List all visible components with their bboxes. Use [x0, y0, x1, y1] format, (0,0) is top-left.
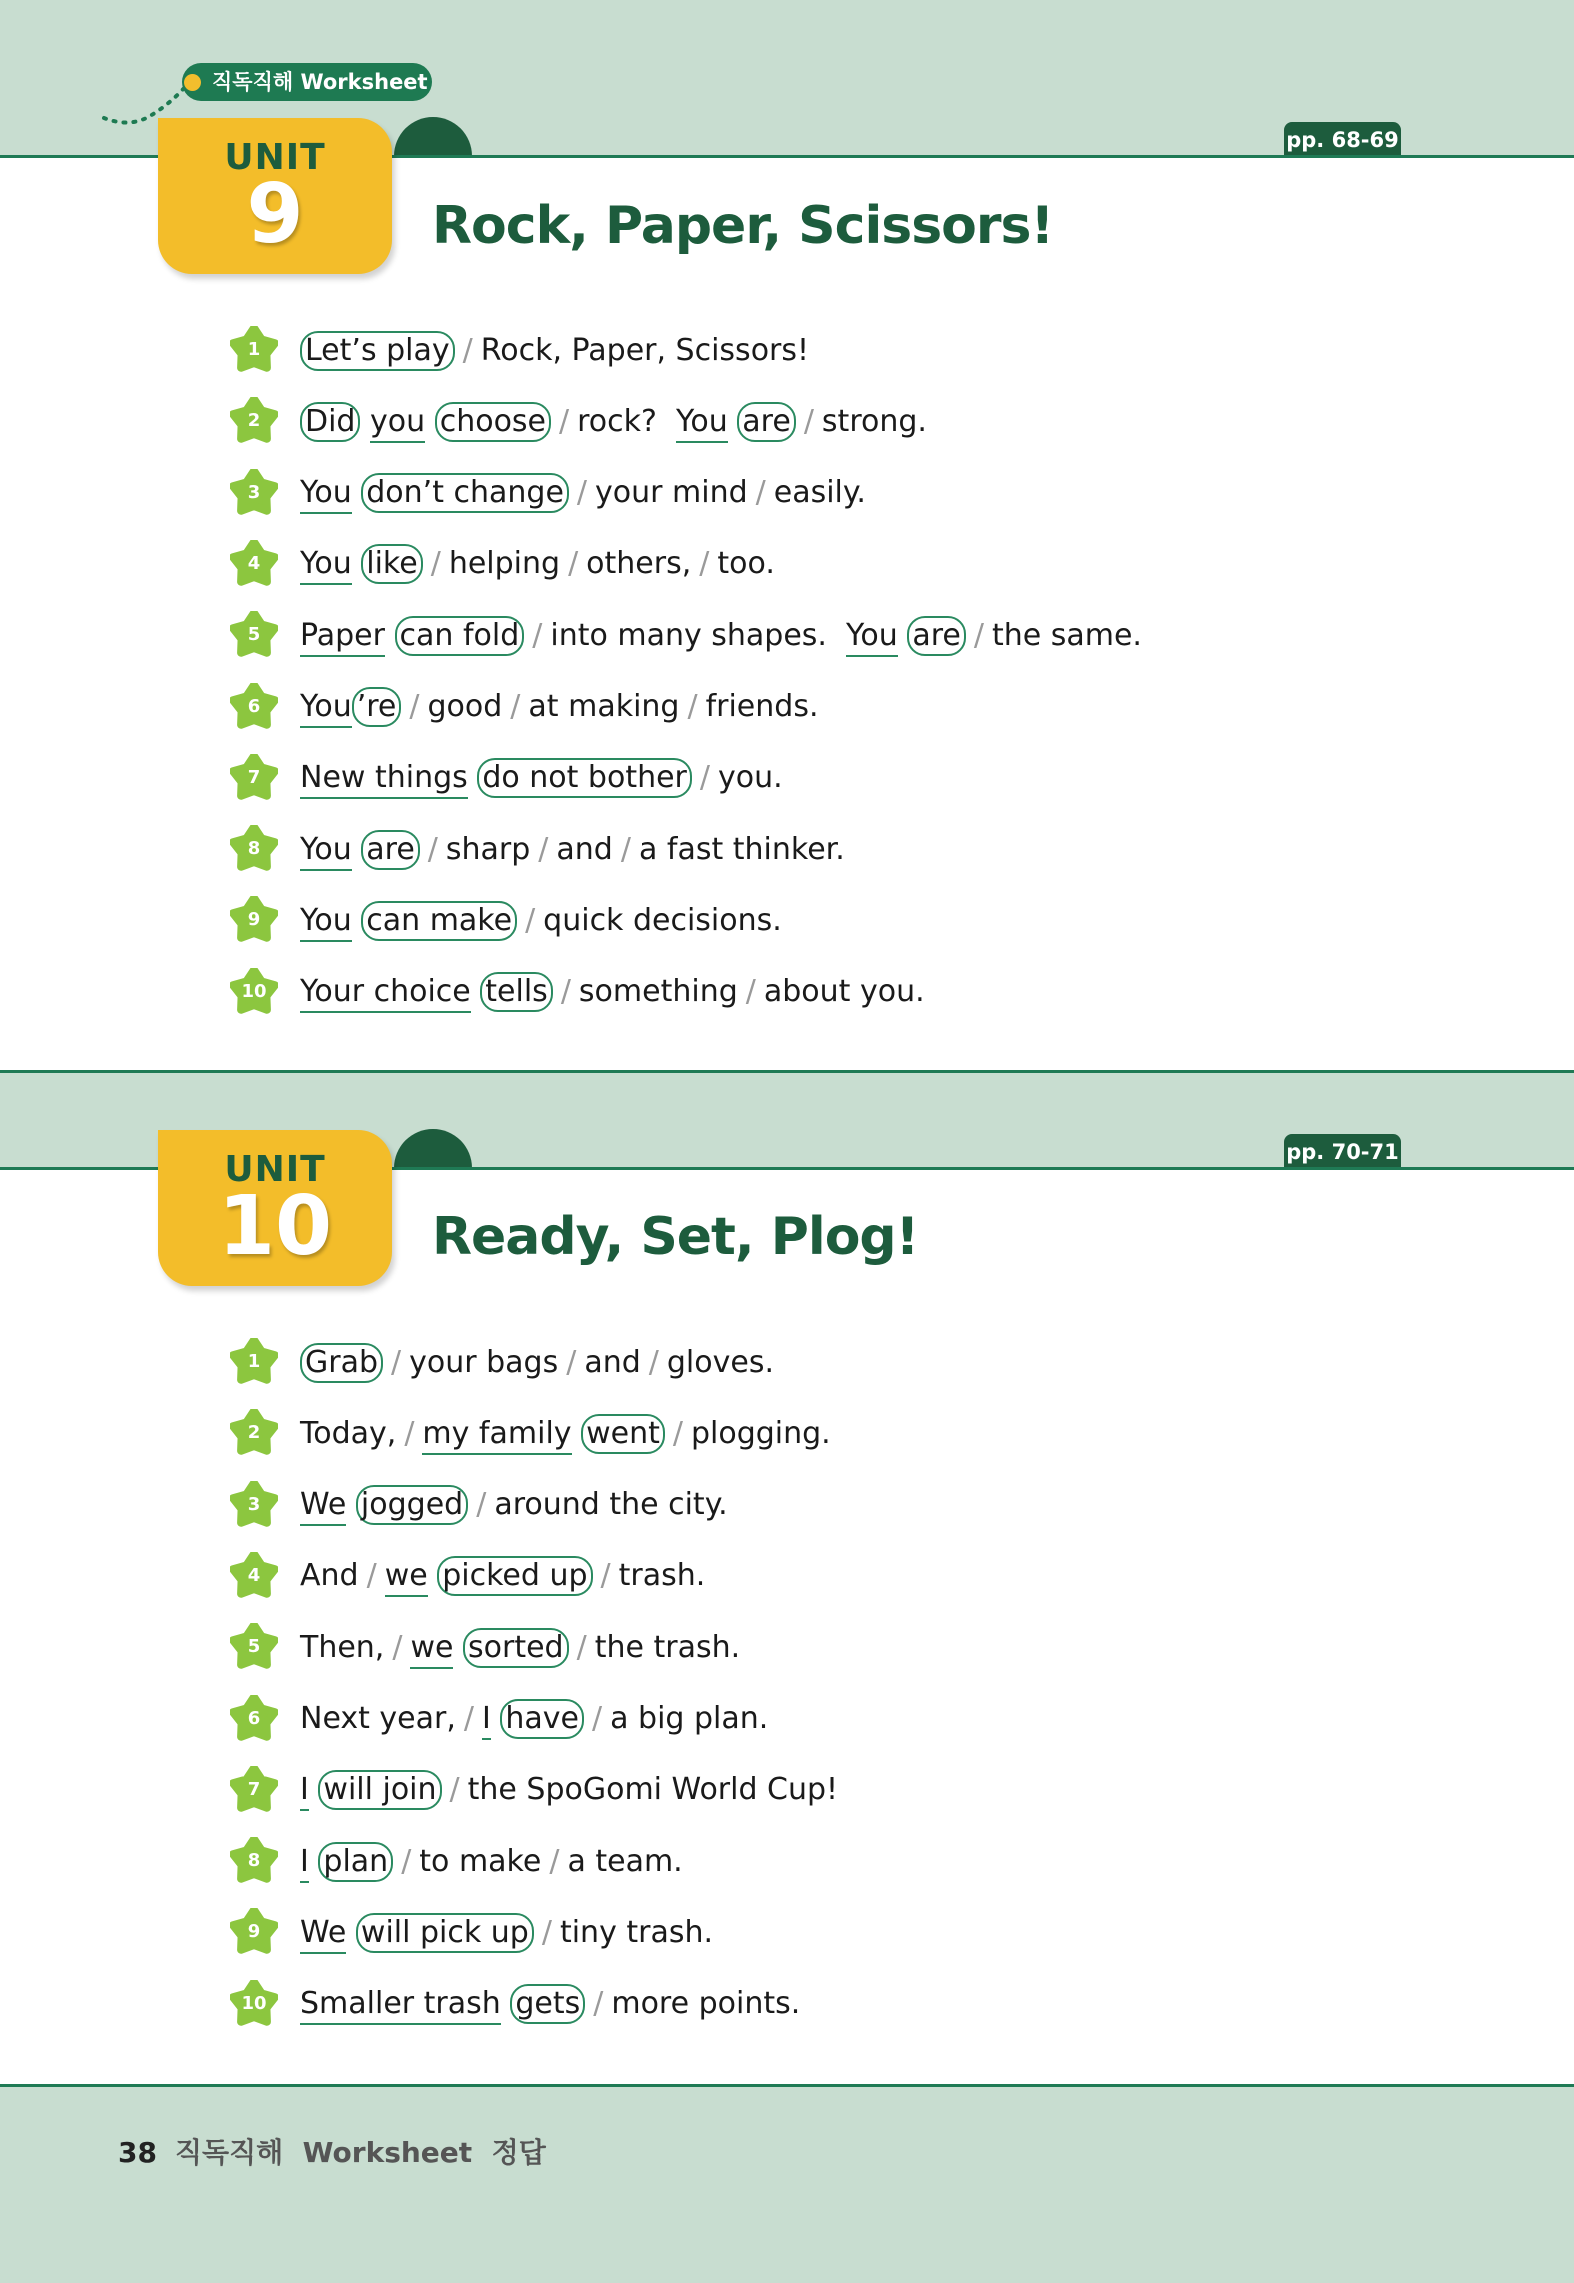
sentence-number-flower-icon [230, 1908, 278, 1956]
verb-circled: like [361, 544, 422, 584]
chunk-divider-slash: / [541, 1914, 552, 1950]
sentence-number-flower-icon [230, 968, 278, 1016]
verb-circled: Grab [300, 1343, 383, 1383]
sentence-number: 1 [247, 1351, 261, 1372]
chunk-divider-slash: / [392, 1629, 403, 1665]
worksheet-tag [182, 63, 432, 101]
sentence-number: 7 [247, 766, 261, 788]
phrase-text [309, 1772, 319, 1807]
sentence-number: 3 [247, 1493, 261, 1515]
sentence-number-flower-icon [230, 683, 278, 731]
verb-circled: are [907, 616, 966, 656]
sentence-text [300, 974, 925, 1009]
verb-circled: do not bother [477, 758, 692, 798]
subject-underlined: New things [300, 760, 468, 799]
phrase-text: a team. [567, 1843, 683, 1879]
phrase-text: rock? [577, 403, 677, 439]
chunk-divider-slash: / [560, 974, 571, 1010]
subject-underlined: I [300, 1772, 309, 1811]
sentence-line [230, 895, 782, 945]
chunk-divider-slash: / [699, 760, 711, 796]
chunk-divider-slash: / [592, 1701, 603, 1736]
sentence-line [230, 539, 775, 589]
chunk-divider-slash: / [462, 332, 473, 368]
sentence-number-flower-icon [230, 825, 278, 873]
verb-circled: ’re [352, 687, 402, 727]
verb-circled: plan [318, 1842, 393, 1882]
subject-underlined: We [300, 1487, 346, 1526]
worksheet-tag-dot [184, 74, 201, 91]
phrase-text [309, 1844, 319, 1879]
phrase-text [346, 1915, 356, 1950]
sentence-line [230, 753, 783, 803]
phrase-text: and [556, 831, 613, 867]
phrase-text: your bags [409, 1344, 559, 1380]
phrase-text: trash. [618, 1558, 706, 1594]
sentence-number-flower-icon [230, 1837, 278, 1885]
phrase-text: gloves. [666, 1344, 774, 1380]
phrase-text [471, 974, 481, 1009]
sentence-number: 1 [247, 339, 261, 360]
verb-circled: are [737, 402, 796, 442]
sentence-number-flower-icon [230, 326, 278, 374]
sentence-number-flower-icon [230, 896, 278, 944]
phrase-text: at making [528, 689, 680, 724]
sentence-text [300, 1772, 838, 1807]
sentence-text [300, 1416, 831, 1451]
verb-circled: tells [480, 972, 553, 1012]
sentence-number: 8 [247, 1850, 261, 1872]
sentence-number-flower-icon [230, 1552, 278, 1600]
phrase-text: quick decisions. [543, 902, 782, 938]
sentence-line [230, 824, 845, 874]
chunk-divider-slash: / [620, 831, 631, 867]
chunk-divider-slash: / [973, 617, 984, 653]
sentence-number-flower-icon [230, 397, 278, 445]
subject-underlined: You [300, 689, 352, 728]
unit-badge [158, 1130, 392, 1286]
unit-label: UNIT [224, 137, 326, 178]
chunk-divider-slash: / [593, 1986, 604, 2022]
unit-number: 9 [246, 167, 304, 262]
sentence-text [300, 404, 927, 439]
sentence-line [230, 1694, 768, 1744]
page-range-badge: pp. 68-69 [1284, 122, 1401, 157]
worksheet-tag-label: 직독직해 Worksheet [212, 70, 428, 94]
unit-label: UNIT [224, 1149, 326, 1190]
chunk-divider-slash: / [430, 546, 441, 582]
verb-circled: can fold [395, 616, 525, 656]
phrase-text: And [300, 1558, 359, 1594]
sentence-number-flower-icon [230, 1338, 278, 1386]
page-footer [118, 2131, 546, 2171]
phrase-text [360, 404, 370, 439]
page-range-badge: pp. 70-71 [1284, 1134, 1401, 1169]
sentence-line [230, 1622, 740, 1672]
sentence-text [300, 1986, 800, 2021]
chunk-divider-slash: / [510, 689, 521, 724]
phrase-text: Then, [300, 1629, 385, 1665]
phrase-text [346, 1487, 356, 1522]
sentence-line [230, 396, 927, 446]
chunk-divider-slash: / [600, 1558, 611, 1594]
sentence-text [300, 333, 809, 368]
phrase-text [425, 404, 435, 439]
chunk-divider-slash: / [576, 475, 588, 511]
phrase-text: good [427, 689, 503, 724]
phrase-text: Today, [300, 1415, 397, 1451]
chunk-divider-slash: / [449, 1772, 460, 1808]
sentence-number-flower-icon [230, 540, 278, 588]
sentence-number: 10 [241, 980, 267, 1002]
chunk-divider-slash: / [366, 1558, 377, 1594]
sentence-text [300, 1701, 768, 1736]
footer-label: 직독직해 Worksheet 정답 [174, 2136, 546, 2169]
sentence-text [300, 618, 1142, 653]
sentence-line [230, 1408, 831, 1458]
verb-circled: are [361, 830, 420, 870]
verb-circled: picked up [437, 1556, 592, 1596]
phrase-text: you. [718, 760, 783, 796]
sentence-text [300, 689, 819, 724]
verb-circled: don’t change [361, 473, 569, 513]
phrase-text: Next year, [300, 1701, 456, 1736]
verb-circled: choose [435, 402, 551, 442]
phrase-text [352, 832, 362, 867]
verb-circled: Did [300, 402, 360, 442]
chunk-divider-slash: / [699, 546, 710, 582]
sentence-text [300, 1915, 713, 1950]
sentence-line [230, 468, 866, 518]
phrase-text [352, 546, 362, 581]
phrase-text: helping [448, 546, 561, 582]
phrase-text: others, [586, 546, 692, 582]
sentence-number: 9 [247, 909, 261, 931]
subject-underlined: Your choice [300, 974, 471, 1013]
sentence-text [300, 546, 775, 581]
sentence-number-flower-icon [230, 1623, 278, 1671]
chunk-divider-slash: / [463, 1701, 474, 1736]
subject-underlined: we [385, 1558, 428, 1597]
sentence-number-flower-icon [230, 1980, 278, 2028]
sentence-number-flower-icon [230, 1695, 278, 1743]
sentence-number: 5 [247, 624, 261, 646]
phrase-text: into many shapes. [550, 617, 847, 653]
sentence-number: 5 [247, 1636, 261, 1658]
sentence-line [230, 1836, 683, 1886]
phrase-text: a big plan. [610, 1701, 769, 1736]
unit-title: Ready, Set, Plog! [432, 1207, 919, 1267]
phrase-text: and [584, 1344, 641, 1380]
subject-underlined: You [676, 404, 728, 443]
chunk-divider-slash: / [755, 475, 766, 511]
subject-underlined: You [300, 832, 352, 871]
chunk-divider-slash: / [687, 689, 698, 724]
sentence-line [230, 1480, 728, 1530]
sentence-line [230, 1337, 774, 1387]
subject-underlined: You [300, 475, 352, 514]
phrase-text: easily. [773, 475, 866, 511]
phrase-text [352, 903, 362, 938]
sentence-number: 6 [247, 695, 261, 717]
sentence-number-flower-icon [230, 754, 278, 802]
sentence-text [300, 832, 845, 867]
sentence-number: 3 [247, 481, 261, 503]
verb-circled: can make [361, 901, 517, 941]
chunk-divider-slash: / [566, 1344, 577, 1380]
verb-circled: have [500, 1699, 584, 1739]
subject-underlined: You [300, 546, 352, 585]
phrase-text: around the city. [494, 1487, 728, 1523]
subject-underlined: You [846, 618, 898, 657]
sentence-number: 9 [247, 1921, 261, 1943]
chunk-divider-slash: / [427, 831, 438, 867]
sentence-line [230, 1765, 838, 1815]
sentence-number-flower-icon [230, 469, 278, 517]
chunk-divider-slash: / [532, 617, 543, 653]
phrase-text: plogging. [690, 1415, 831, 1451]
sentence-line [230, 1907, 713, 1957]
sentence-text [300, 1630, 740, 1665]
phrase-text [501, 1986, 511, 2021]
chunk-divider-slash: / [803, 403, 814, 439]
phrase-text: too. [717, 546, 775, 582]
subject-underlined: I [482, 1701, 491, 1740]
phrase-text [728, 404, 738, 439]
sentence-number: 6 [247, 1707, 261, 1729]
sentence-number: 7 [247, 1778, 261, 1800]
phrase-text [352, 475, 362, 510]
subject-underlined: We [300, 1915, 346, 1954]
phrase-text: the SpoGomi World Cup! [467, 1772, 839, 1808]
chunk-divider-slash: / [391, 1344, 402, 1380]
sentence-number-flower-icon [230, 1766, 278, 1814]
verb-circled: Let’s play [300, 331, 455, 371]
phrase-text [468, 760, 478, 795]
phrase-text [898, 618, 908, 653]
tab-semicircle-decoration [394, 1129, 472, 1169]
sentence-text [300, 475, 866, 510]
sentence-number: 10 [241, 1992, 267, 2014]
chunk-divider-slash: / [404, 1415, 415, 1451]
sentence-number-flower-icon [230, 1409, 278, 1457]
verb-circled: went [581, 1414, 665, 1454]
sentence-line [230, 610, 1142, 660]
chunk-divider-slash: / [476, 1487, 487, 1523]
subject-underlined: you [370, 404, 425, 443]
chunk-divider-slash: / [401, 1843, 412, 1879]
sentence-text [300, 1487, 728, 1522]
verb-circled: will pick up [356, 1913, 534, 1953]
phrase-text: about you. [763, 974, 925, 1010]
subject-underlined: my family [422, 1416, 571, 1455]
sentence-number-flower-icon [230, 1481, 278, 1529]
sentence-number: 8 [247, 838, 261, 860]
sentence-number-flower-icon [230, 611, 278, 659]
sentence-line [230, 1979, 800, 2029]
verb-circled: gets [510, 1984, 585, 2024]
chunk-divider-slash: / [538, 831, 549, 867]
unit-badge [158, 118, 392, 274]
chunk-divider-slash: / [525, 902, 536, 938]
sentence-text [300, 1558, 705, 1593]
phrase-text: the trash. [594, 1629, 741, 1665]
sentence-text [300, 760, 783, 795]
phrase-text [385, 618, 395, 653]
phrase-text [453, 1630, 463, 1665]
subject-underlined: Smaller trash [300, 1986, 501, 2025]
chunk-divider-slash: / [672, 1415, 683, 1451]
phrase-text: tiny trash. [559, 1914, 714, 1950]
chunk-divider-slash: / [745, 974, 756, 1010]
chunk-divider-slash: / [559, 403, 570, 439]
phrase-text: Rock, Paper, Scissors! [480, 332, 810, 368]
chunk-divider-slash: / [576, 1629, 587, 1665]
page-number: 38 [118, 2136, 157, 2169]
phrase-text [428, 1558, 438, 1593]
phrase-text: more points. [611, 1986, 801, 2022]
subject-underlined: we [410, 1630, 453, 1669]
phrase-text: friends. [705, 689, 819, 724]
unit-title: Rock, Paper, Scissors! [432, 196, 1054, 256]
subject-underlined: Paper [300, 618, 385, 657]
chunk-divider-slash: / [409, 689, 420, 724]
phrase-text [572, 1416, 582, 1451]
subject-underlined: You [300, 903, 352, 942]
verb-circled: sorted [463, 1628, 569, 1668]
phrase-text: something [578, 974, 738, 1010]
sentence-number: 4 [247, 1564, 261, 1586]
verb-circled: jogged [356, 1485, 468, 1525]
unit-number: 10 [217, 1179, 333, 1274]
phrase-text: sharp [445, 831, 531, 867]
phrase-text [491, 1701, 501, 1736]
tab-semicircle-decoration [394, 117, 472, 157]
phrase-text: strong. [821, 403, 927, 439]
phrase-text: the same. [991, 617, 1142, 653]
phrase-text: your mind [595, 475, 748, 511]
phrase-text: a fast thinker. [638, 831, 845, 867]
sentence-number: 2 [247, 1422, 261, 1444]
sentence-line [230, 967, 925, 1017]
phrase-text: to make [419, 1843, 542, 1879]
sentence-number: 4 [247, 552, 261, 574]
sentence-line [230, 682, 819, 732]
chunk-divider-slash: / [568, 546, 579, 582]
sentence-text [300, 1844, 683, 1879]
verb-circled: will join [318, 1770, 441, 1810]
chunk-divider-slash: / [549, 1843, 560, 1879]
sentence-number: 2 [247, 410, 261, 432]
chunk-divider-slash: / [648, 1344, 659, 1380]
sentence-line [230, 1551, 705, 1601]
sentence-line [230, 325, 809, 375]
sentence-text [300, 903, 782, 938]
sentence-text [300, 1345, 774, 1380]
subject-underlined: I [300, 1844, 309, 1883]
